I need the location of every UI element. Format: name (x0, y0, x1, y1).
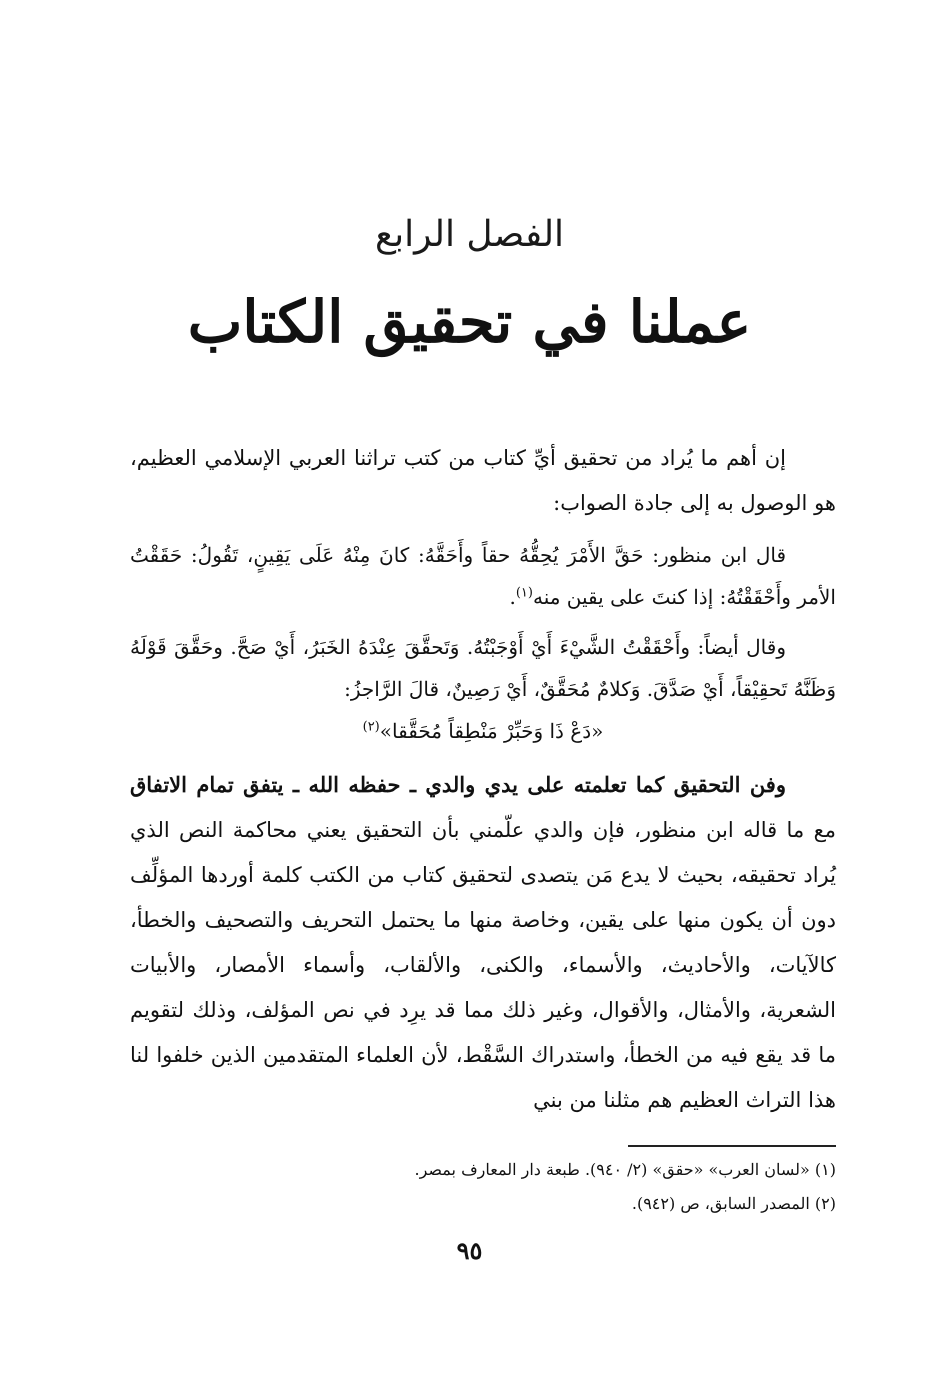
verse-text: «دَعْ ذَا وَحَبِّرْ مَنْطِقاً مُحَقَّقا» (379, 719, 604, 743)
footnotes (130, 1153, 836, 1221)
verse-line (130, 710, 836, 752)
footnote-divider (628, 1145, 836, 1147)
chapter-label: الفصل الرابع (374, 214, 565, 255)
page-number: ٩٥ (456, 1236, 483, 1265)
chapter-title: عملنا في تحقيق الكتاب (187, 288, 752, 356)
quote-ibn-manzur-1 (130, 534, 836, 618)
body-text (130, 436, 836, 1123)
footnote-ref-1: (١) (515, 585, 533, 601)
quote-ibn-manzur-2 (130, 626, 836, 752)
main-paragraph (130, 762, 836, 1123)
quote1-end: . (509, 585, 516, 609)
main-paragraph-rest: مع ما قاله ابن منظور، فإن والدي علّمني بأن التحقيق يعني محاكمة النص الذي يُراد تحقيقه، بحيث لا يدع مَن يتصدى لتحقيق كتاب من الكتب كلمة أوردها المؤلِّف دون أن يكون منها على يقين، وخاصة منها ما يحتمل التحريف والتصحيف والخطأ، كالآيات، والأحاديث، والأسماء، والكنى، والألقاب، وأسماء الأمصار، والأبيات الشعرية، والأمثال، والأقوال، وغير ذلك مما قد يرِد في نص المؤلف، وذلك لتقويم ما قد يقع فيه من الخطأ، واستدراك السَّقْط، لأن العلماء المتقدمين الذين خلفوا لنا هذا التراث العظيم هم مثلنا من بني (130, 818, 836, 1112)
intro-paragraph: إن أهم ما يُراد من تحقيق أيِّ كتاب من كتب تراثنا العربي الإسلامي العظيم، هو الوصول به إلى جادة الصواب: (130, 446, 836, 515)
footnote-ref-2: (٢) (362, 719, 380, 735)
footnote-2: (٢) المصدر السابق، ص (٩٤٢). (631, 1194, 836, 1213)
quote2-text: وقال أيضاً: وأَحْقَقْتُ الشَّيْءَ أَيْ أَوْجَبْتُهُ. وَتَحقَّقَ عِنْدَهُ الخَبَرُ، أَيْ صَحَّ. وحَقَّقَ قَوْلَهُ وَظَنَّهُ تَحقِيْقاً، أَيْ صَدَّقَ. وَكلامٌ مُحَقَّقٌ، أَيْ رَصِينٌ، قالَ الرَّاجزُ: (130, 635, 836, 701)
footnote-1: (١) «لسان العرب» «حقق» (٢/ ٩٤٠). طبعة دار المعارف بمصر. (414, 1160, 836, 1179)
quote1-text: قال ابن منظور: حَقَّ الأَمْرَ يُحِقُّهُ حقاً وأَحَقَّهُ: كانَ مِنْهُ عَلَى يَقِينٍ، تَقُولُ: حَقَقْتُ الأمر وأَحْقَقْتُهُ: إذا كنتَ على يقين منه (130, 543, 836, 609)
main-paragraph-lead: وفن التحقيق كما تعلمته على يدي والدي ـ حفظه الله ـ يتفق تمام الاتفاق (130, 772, 786, 797)
